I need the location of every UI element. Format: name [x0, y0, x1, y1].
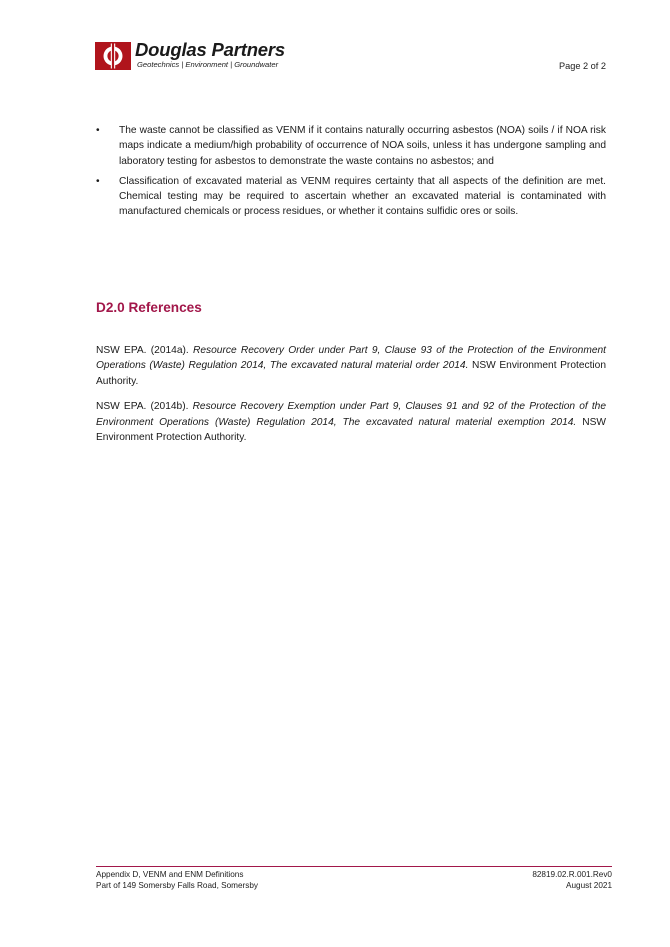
bullet-icon: • — [96, 175, 100, 187]
footer-report-number: 82819.02.R.001.Rev0 — [532, 870, 612, 879]
page-number: Page 2 of 2 — [559, 61, 606, 71]
footer-date: August 2021 — [566, 880, 612, 890]
list-item — [96, 123, 606, 169]
bullet-list — [96, 123, 606, 225]
footer-right — [532, 870, 612, 891]
bullet-text: Classification of excavated material as VENM requires certainty that all aspects of the definition are met. Chemical testing may be required to ascertain whether an excavated material is contaminated with manufactured chemicals or process residues, or whether it contains sulfidic ores or soils. — [119, 175, 606, 218]
bullet-text: The waste cannot be classified as VENM if it contains naturally occurring asbestos (NOA) soils / if NOA risk maps indicate a medium/high probability of occurrence of NOA soils, unless it has undergone sampling and laboratory testing for asbestos to demonstrate the waste contains no asbestos; and — [119, 125, 606, 167]
company-logo — [95, 39, 310, 72]
reference-title: Resource Recovery Exemption under Part 9, Clauses 91 and 92 of the Protection of the Environment Operations (Waste) Regulation 2014, The excavated natural material exemption 2014. — [96, 401, 606, 428]
list-item — [96, 174, 606, 220]
reference-publisher: NSW Environment Protection Authority. — [96, 360, 606, 387]
douglas-partners-logo-icon — [95, 42, 131, 70]
reference-list — [96, 333, 606, 451]
reference-item — [96, 399, 606, 445]
reference-title: Resource Recovery Order under Part 9, Clause 93 of the Protection of the Environment Operations (Waste) Regulation 2014, The excavated natural material order 2014. — [96, 345, 606, 372]
company-name: Douglas Partners — [135, 39, 285, 60]
section-heading: D2.0 References — [96, 300, 202, 315]
footer-divider — [96, 866, 612, 867]
footer-left — [96, 870, 258, 891]
reference-author: NSW EPA. (2014a). — [96, 345, 194, 357]
company-tagline: Geotechnics | Environment | Groundwater — [137, 60, 279, 69]
bullet-icon: • — [96, 125, 100, 136]
footer-document-title: Appendix D, VENM and ENM Definitions — [96, 870, 244, 879]
reference-author: NSW EPA. (2014b). — [96, 401, 193, 413]
reference-item — [96, 343, 606, 389]
footer-project-address: Part of 149 Somersby Falls Road, Somersby — [96, 880, 258, 890]
reference-publisher: NSW Environment Protection Authority. — [96, 416, 606, 443]
